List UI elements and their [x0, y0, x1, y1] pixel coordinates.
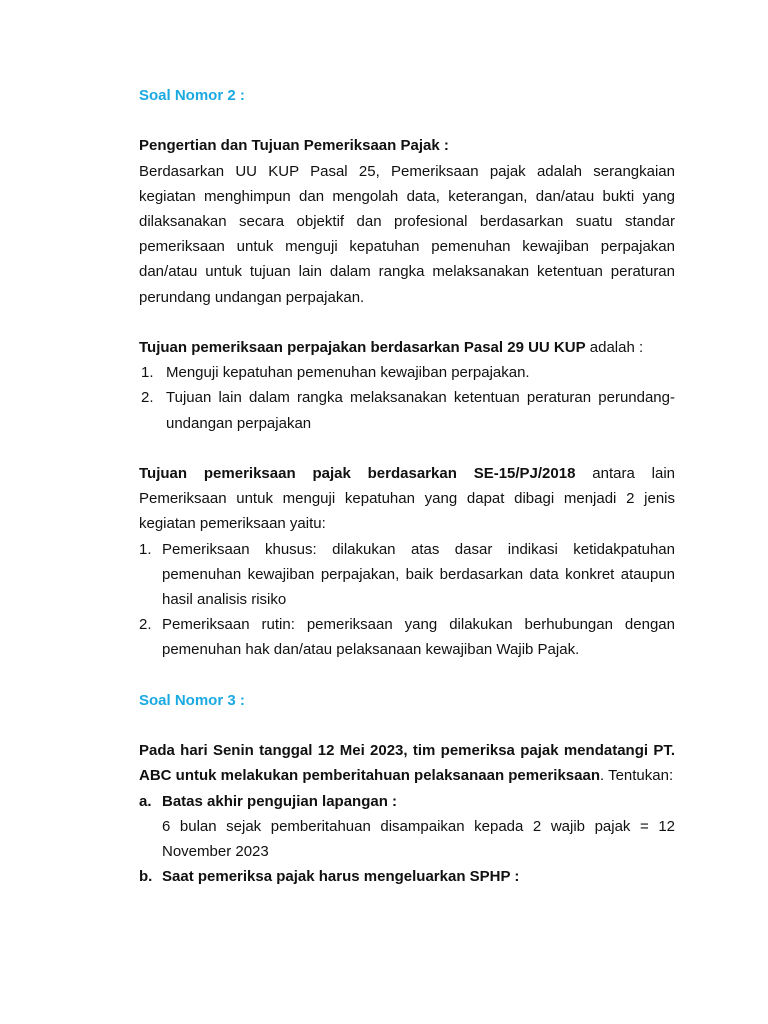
list-letter: b. — [139, 868, 153, 886]
list-item — [139, 385, 675, 435]
document-page — [139, 83, 675, 889]
list-text: Menguji kepatuhan pemenuhan kewajiban perpajakan. — [166, 364, 530, 382]
question-list — [139, 864, 675, 889]
case-text — [139, 738, 675, 788]
definition-title: Pengertian dan Tujuan Pemeriksaan Pajak : — [139, 137, 449, 155]
spacer — [139, 663, 675, 688]
list-letter: a. — [139, 792, 152, 810]
spacer — [139, 713, 675, 738]
definition-text: Berdasarkan UU KUP Pasal 25, Pemeriksaan pajak adalah serangkaian kegiatan menghimpun dan mengolah data, keterangan, dan/atau bukti yang dilaksanakan secara objektif dan profesional berdasarkan suatu standar pemeriksaan untuk menguji kepatuhan pemenuhan kewajiban perpajakan dan/atau untuk tujuan lain dalam rangka melaksanakan ketentuan peraturan perundang undangan perpajakan. — [139, 162, 675, 306]
question-title: Saat pemeriksa pajak harus mengeluarkan SPHP : — [162, 868, 520, 886]
list-item — [139, 789, 675, 814]
case-rest: . Tentukan: — [600, 767, 674, 785]
list-item — [139, 537, 675, 613]
list-number: 1. — [139, 540, 152, 558]
question-list — [139, 789, 675, 814]
spacer — [139, 436, 675, 461]
list-item — [139, 864, 675, 889]
purpose-se-bold: Tujuan pemeriksaan pajak berdasarkan SE-15/PJ/2018 — [139, 465, 576, 482]
list-item — [139, 612, 675, 662]
question-title: Batas akhir pengujian lapangan : — [162, 792, 398, 810]
list-text: Pemeriksaan rutin: pemeriksaan yang dilakukan berhubungan dengan pemenuhan hak dan/atau pelaksanaan kewajiban Wajib Pajak. — [162, 616, 675, 659]
list-number: 2. — [139, 616, 152, 634]
soal-3-heading: Soal Nomor 3 : — [139, 691, 245, 709]
purpose-se-list — [139, 537, 675, 663]
list-item — [139, 360, 675, 385]
purpose-kup-rest: adalah : — [585, 339, 644, 356]
spacer — [139, 108, 675, 133]
list-number: 1. — [141, 364, 154, 382]
purpose-kup-list — [139, 360, 675, 436]
list-text: Tujuan lain dalam rangka melaksanakan ketentuan peraturan perundang-undangan perpajakan — [166, 389, 675, 432]
spacer — [139, 310, 675, 335]
list-text: Pemeriksaan khusus: dilakukan atas dasar indikasi ketidakpatuhan pemenuhan kewajiban perpajakan, baik berdasarkan data konkret ataupun hasil analisis risiko — [162, 540, 675, 609]
list-number: 2. — [141, 389, 154, 407]
purpose-kup-bold: Tujuan pemeriksaan perpajakan berdasarkan Pasal 29 UU KUP — [139, 339, 586, 356]
purpose-se-rest: antara lain Pemeriksaan untuk menguji kepatuhan yang dapat dibagi menjadi 2 jenis kegiatan pemeriksaan yaitu: — [139, 465, 675, 533]
question-answer: 6 bulan sejak pemberitahuan disampaikan kepada 2 wajib pajak = 12 November 2023 — [162, 817, 675, 861]
purpose-kup-intro — [139, 335, 675, 360]
soal-2-heading: Soal Nomor 2 : — [139, 87, 245, 104]
purpose-se-intro — [139, 461, 675, 537]
case-bold: Pada hari Senin tanggal 12 Mei 2023, tim pemeriksa pajak mendatangi PT. ABC untuk melakukan pemberitahuan pelaksanaan pemeriksaan — [139, 742, 675, 785]
